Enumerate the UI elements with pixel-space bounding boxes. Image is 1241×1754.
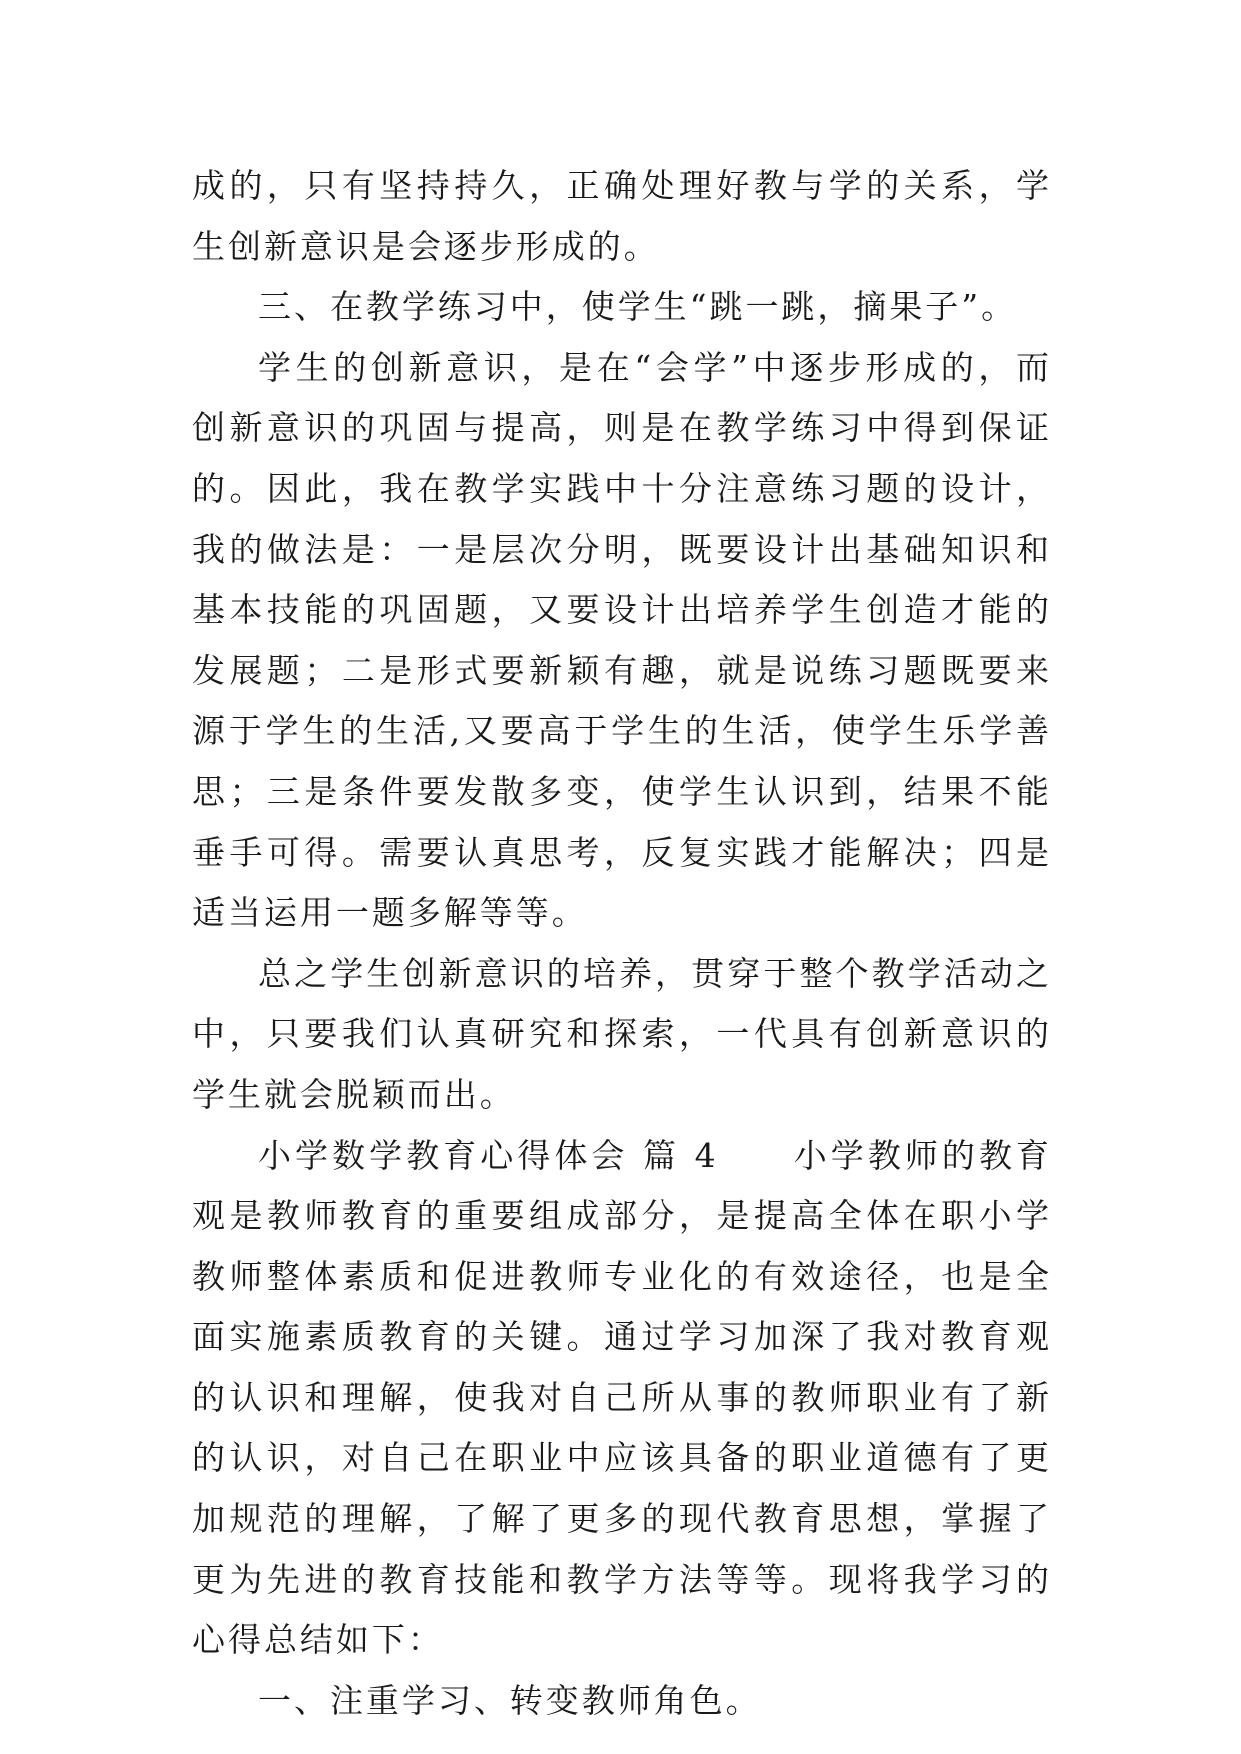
paragraph-conclusion: 总之学生创新意识的培养，贯穿于整个教学活动之中，只要我们认真研究和探索，一代具有创新意识的学生就会脱颖而出。 [192, 953, 1052, 1114]
section-heading-one: 一、注重学习、转变教师角色。 [258, 1680, 762, 1720]
body-text [192, 156, 1052, 1731]
paragraph-continuation: 成的，只有坚持持久，正确处理好教与学的关系，学生创新意识是会逐步形成的。 [192, 166, 1052, 266]
paragraph-practice-design: 学生的创新意识，是在“会学”中逐步形成的，而创新意识的巩固与提高，则是在教学练习中得到保证的。因此，我在教学实践中十分注意练习题的设计，我的做法是：一是层次分明，既要设计出基础知识和基本技能的巩固题，又要设计出培养学生创造才能的发展题；二是形式要新颖有趣，就是说练习题既要来源于学生的生活,又要高于学生的生活，使学生乐学善思；三是条件要发散多变，使学生认识到，结果不能垂手可得。需要认真思考，反复实践才能解决；四是适当运用一题多解等等。 [192, 347, 1052, 933]
section-heading-three: 三、在教学练习中，使学生“跳一跳，摘果子”。 [258, 287, 1018, 327]
paragraph-article-four: 小学数学教育心得体会 篇 4 小学教师的教育观是教师教育的重要组成部分，是提高全体在职小学教师整体素质和促进教师专业化的有效途径，也是全面实施素质教育的关键。通过学习加深了我对教育观的认识和理解，使我对自己所从事的教师职业有了新的认识，对自己在职业中应该具备的职业道德有了更加规范的理解，了解了更多的现代教育思想，掌握了更为先进的教育技能和教学方法等等。现将我学习的心得总结如下： [192, 1135, 1052, 1660]
